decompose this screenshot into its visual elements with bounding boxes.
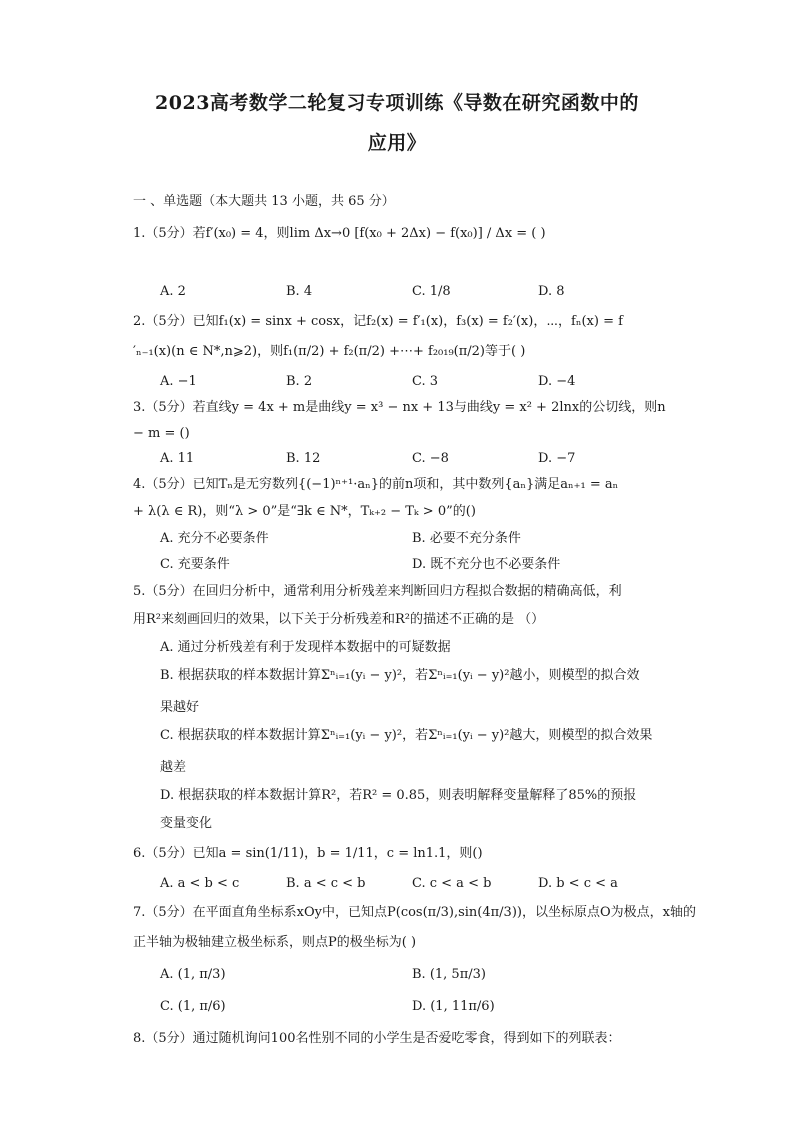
question-1-option-b: B. 4 [286,284,313,299]
question-3-text-line-1: 3.（5分）若直线y = 4x + m是曲线y = x³ − nx + 13与曲线y = x² + 2lnx的公切线，则n [133,400,666,415]
question-3-text-line-2: − m = () [133,426,190,441]
question-5-option-d-cont: 变量变化 [160,816,213,831]
question-6-text: 6.（5分）已知a = sin(1/11)，b = 1/11，c = ln1.1，则() [133,846,483,861]
question-6-option-c: C. c < a < b [412,876,492,891]
question-2-option-b: B. 2 [286,374,313,389]
question-4-option-d: D. 既不充分也不必要条件 [412,557,561,572]
question-4-option-c: C. 充要条件 [160,557,230,572]
question-7-option-d: D. (1, 11π/6) [412,999,495,1014]
question-5-option-b-cont: 果越好 [160,700,200,715]
question-2-option-d: D. −4 [538,374,576,389]
question-4-option-b: B. 必要不充分条件 [412,531,521,546]
page-title-line-2: 应用》 [367,132,427,154]
question-5-option-b: B. 根据获取的样本数据计算Σⁿᵢ₌₁(yᵢ − y)²，若Σⁿᵢ₌₁(yᵢ − y)²越小，则模型的拟合效 [160,668,640,683]
question-3-option-a: A. 11 [160,451,195,466]
question-6-option-d: D. b < c < a [538,876,618,891]
question-7-option-a: A. (1, π/3) [160,967,226,982]
question-5-option-d: D. 根据获取的样本数据计算R²，若R² = 0.85，则表明解释变量解释了85%的预报 [160,788,637,803]
question-2-option-c: C. 3 [412,374,439,389]
question-5-text-line-2: 用R²来刻画回归的效果，以下关于分析残差和R²的描述不正确的是 （） [133,612,545,627]
question-6-option-b: B. a < c < b [286,876,366,891]
question-7-text-line-1: 7.（5分）在平面直角坐标系xOy中，已知点P(cos(π/3),sin(4π/3))，以坐标原点O为极点，x轴的 [133,905,696,920]
question-1-option-c: C. 1/8 [412,284,451,299]
question-5-option-c-cont: 越差 [160,760,187,775]
section-heading: 一 、单选题（本大题共 13 小题，共 65 分） [133,194,395,209]
question-6-option-a: A. a < b < c [160,876,240,891]
question-4-text-line-1: 4.（5分）已知Tₙ是无穷数列{(−1)ⁿ⁺¹·aₙ}的前n项和，其中数列{aₙ}满足aₙ₊₁ = aₙ [133,477,619,492]
question-5-option-a: A. 通过分析残差有利于发现样本数据中的可疑数据 [160,640,451,655]
question-2-option-a: A. −1 [160,374,197,389]
question-1-text: 1.（5分）若f′(x₀) = 4，则lim Δx→0 [f(x₀ + 2Δx) − f(x₀)] / Δx = ( ) [133,226,546,241]
question-2-text-line-1: 2.（5分）已知f₁(x) = sinx + cosx，记f₂(x) = f′₁(x)，f₃(x) = f₂′(x)，⋯，fₙ(x) = f [133,314,623,329]
question-7-text-line-2: 正半轴为极轴建立极坐标系，则点P的极坐标为( ) [133,935,417,950]
question-4-option-a: A. 充分不必要条件 [160,531,269,546]
question-1-option-d: D. 8 [538,284,565,299]
question-4-text-line-2: + λ(λ ∈ R)，则“λ > 0”是“∃k ∈ N*，Tₖ₊₂ − Tₖ > 0”的() [133,504,476,519]
question-7-option-b: B. (1, 5π/3) [412,967,486,982]
question-5-text-line-1: 5.（5分）在回归分析中，通常利用分析残差来判断回归方程拟合数据的精确高低，利 [133,584,622,599]
question-5-option-c: C. 根据获取的样本数据计算Σⁿᵢ₌₁(yᵢ − y)²，若Σⁿᵢ₌₁(yᵢ − y)²越大，则模型的拟合效果 [160,728,653,743]
question-3-option-d: D. −7 [538,451,576,466]
question-3-option-c: C. −8 [412,451,449,466]
question-7-option-c: C. (1, π/6) [160,999,226,1014]
question-1-option-a: A. 2 [160,284,186,299]
question-2-text-line-2: ′ₙ₋₁(x)(n ∈ N*,n⩾2)，则f₁(π/2) + f₂(π/2) +⋯+ f₂₀₁₉(π/2)等于( ) [133,344,526,359]
question-8-text: 8.（5分）通过随机询问100名性别不同的小学生是否爱吃零食，得到如下的列联表： [133,1031,621,1046]
page-title-line-1: 2023高考数学二轮复习专项训练《导数在研究函数中的 [155,92,639,114]
question-3-option-b: B. 12 [286,451,321,466]
